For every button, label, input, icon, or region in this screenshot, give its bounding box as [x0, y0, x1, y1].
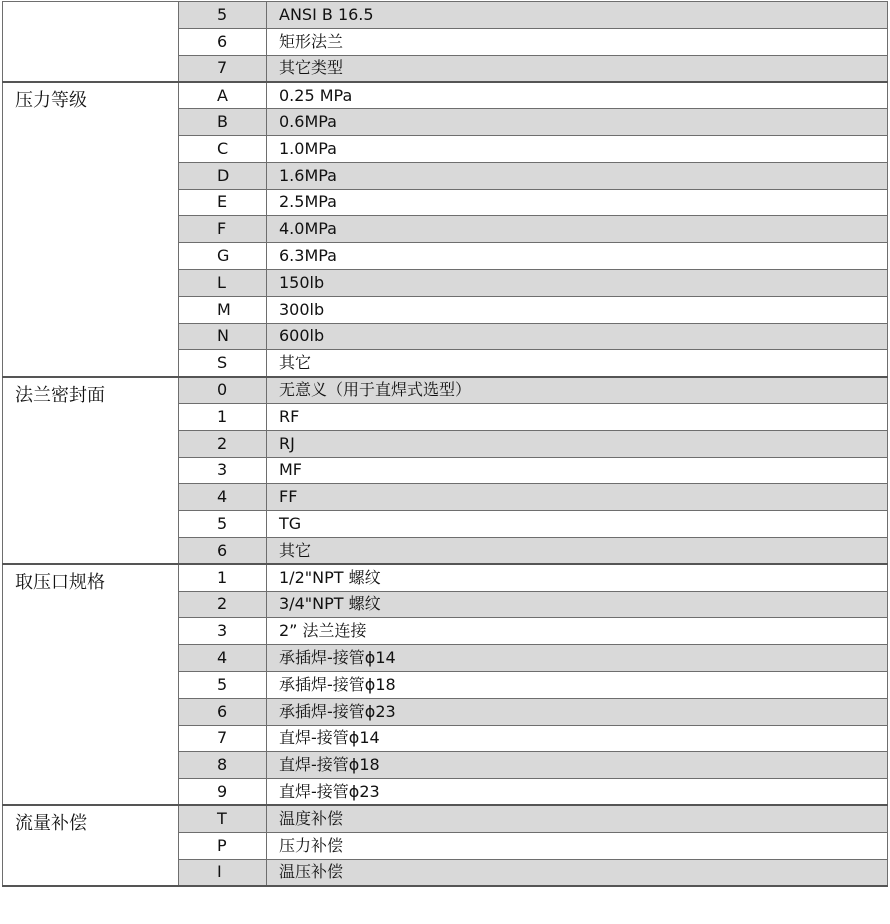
option-description: 1.0MPa: [267, 135, 888, 162]
table-row: [3, 2, 888, 29]
option-description: TG: [267, 511, 888, 538]
option-description: 温度补偿: [267, 805, 888, 832]
option-description: 承插焊-接管ϕ18: [267, 671, 888, 698]
option-code: 6: [179, 537, 267, 564]
option-description: 2” 法兰连接: [267, 618, 888, 645]
option-description: 其它: [267, 537, 888, 564]
option-code: G: [179, 243, 267, 270]
option-code: 1: [179, 564, 267, 591]
option-code: E: [179, 189, 267, 216]
option-description: 其它: [267, 350, 888, 377]
option-description: 温压补偿: [267, 859, 888, 886]
category-label: 流量补偿: [3, 805, 179, 885]
option-code: 2: [179, 430, 267, 457]
option-code: 3: [179, 618, 267, 645]
option-description: 3/4"NPT 螺纹: [267, 591, 888, 618]
spec-table-body: [3, 2, 888, 886]
option-description: 0.6MPa: [267, 109, 888, 136]
option-code: N: [179, 323, 267, 350]
option-description: ANSI B 16.5: [267, 2, 888, 29]
table-row: [3, 805, 888, 832]
option-code: B: [179, 109, 267, 136]
option-code: A: [179, 82, 267, 109]
option-code: 8: [179, 752, 267, 779]
option-description: 6.3MPa: [267, 243, 888, 270]
option-description: 直焊-接管ϕ14: [267, 725, 888, 752]
category-label: 取压口规格: [3, 564, 179, 805]
option-description: 直焊-接管ϕ18: [267, 752, 888, 779]
option-description: MF: [267, 457, 888, 484]
option-code: 3: [179, 457, 267, 484]
option-description: 1/2"NPT 螺纹: [267, 564, 888, 591]
category-label: 法兰密封面: [3, 377, 179, 565]
option-code: 6: [179, 698, 267, 725]
option-code: 7: [179, 725, 267, 752]
option-description: 其它类型: [267, 55, 888, 82]
spec-table: [2, 1, 888, 887]
option-description: 1.6MPa: [267, 162, 888, 189]
table-row: [3, 82, 888, 109]
option-description: 600lb: [267, 323, 888, 350]
option-description: 承插焊-接管ϕ23: [267, 698, 888, 725]
option-code: T: [179, 805, 267, 832]
option-description: 承插焊-接管ϕ14: [267, 645, 888, 672]
option-code: S: [179, 350, 267, 377]
option-code: 5: [179, 2, 267, 29]
table-row: [3, 564, 888, 591]
option-code: 4: [179, 484, 267, 511]
option-description: FF: [267, 484, 888, 511]
option-code: M: [179, 296, 267, 323]
option-code: L: [179, 269, 267, 296]
option-code: D: [179, 162, 267, 189]
option-code: 2: [179, 591, 267, 618]
option-description: 300lb: [267, 296, 888, 323]
option-description: 4.0MPa: [267, 216, 888, 243]
table-row: [3, 377, 888, 404]
option-description: 0.25 MPa: [267, 82, 888, 109]
option-description: RF: [267, 403, 888, 430]
category-label: 压力等级: [3, 82, 179, 377]
option-code: 0: [179, 377, 267, 404]
option-code: F: [179, 216, 267, 243]
option-description: 2.5MPa: [267, 189, 888, 216]
option-code: 5: [179, 511, 267, 538]
option-description: 直焊-接管ϕ23: [267, 779, 888, 806]
option-code: C: [179, 135, 267, 162]
option-description: 压力补偿: [267, 832, 888, 859]
option-code: 1: [179, 403, 267, 430]
option-code: 4: [179, 645, 267, 672]
option-description: 150lb: [267, 269, 888, 296]
option-code: 7: [179, 55, 267, 82]
option-code: I: [179, 859, 267, 886]
option-description: 无意义（用于直焊式选型）: [267, 377, 888, 404]
option-code: 5: [179, 671, 267, 698]
option-code: 6: [179, 28, 267, 55]
category-label: [3, 2, 179, 82]
option-code: 9: [179, 779, 267, 806]
option-code: P: [179, 832, 267, 859]
option-description: 矩形法兰: [267, 28, 888, 55]
option-description: RJ: [267, 430, 888, 457]
